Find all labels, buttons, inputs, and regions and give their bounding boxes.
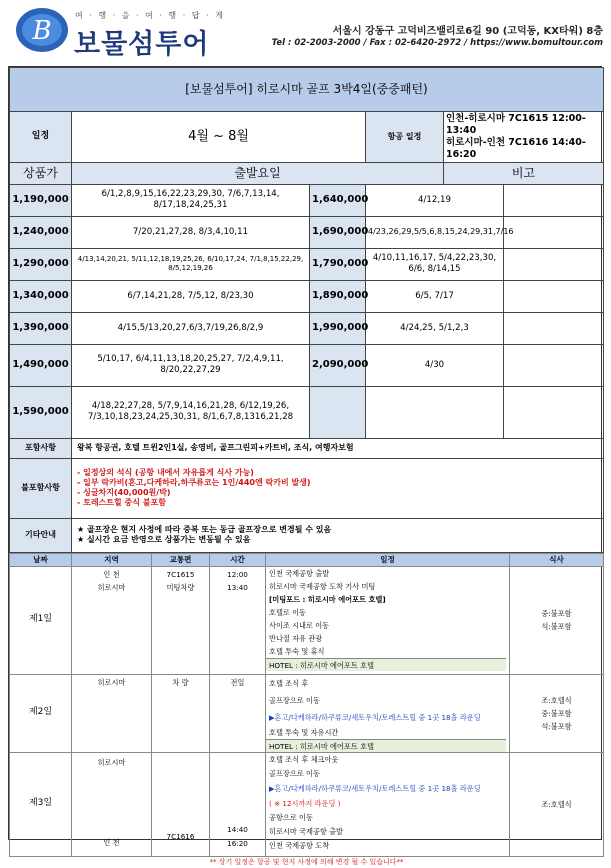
flight-label: 항공 일정 <box>366 112 444 163</box>
price-row <box>10 386 604 438</box>
company-address: 서울시 강동구 고덕비즈밸리로6길 90 (고덕동, KX타워) 8층 <box>333 22 603 37</box>
day-schedule <box>266 752 510 856</box>
time: 전일 <box>212 676 263 689</box>
time: 16:20 <box>210 837 265 851</box>
day-regions <box>72 752 152 856</box>
page-header <box>0 0 611 64</box>
schedule-line: 히로시마 국제공항 출발 <box>266 825 509 839</box>
hotel-line: HOTEL : 히로시마 에어포트 호텔 <box>266 658 506 671</box>
flight-times <box>444 112 604 163</box>
day-schedule <box>266 674 510 752</box>
excluded-list <box>72 458 604 518</box>
company-contact: Tel : 02-2003-2000 / Fax : 02-6420-2972 / https://www.bomultour.com <box>272 38 603 48</box>
itin-header-region: 지역 <box>72 553 152 566</box>
itinerary-table <box>9 553 604 868</box>
region: 인 천 <box>74 568 149 581</box>
bomul-logo-icon <box>14 6 70 54</box>
itin-header-time: 시간 <box>210 553 266 566</box>
price-row <box>10 248 604 280</box>
day-transport <box>152 752 210 856</box>
day-label: 제2일 <box>10 674 72 752</box>
summary-table <box>9 67 604 553</box>
price-value: 1,790,000 <box>310 248 366 280</box>
departure-dates: 4/12,19 <box>366 184 504 216</box>
schedule-line: 사이조 시내로 이동 <box>266 619 509 632</box>
schedule-line: 히로시마 국제공항 도착 기사 미팅 <box>266 580 509 593</box>
price-value: 1,240,000 <box>10 216 72 248</box>
departure-dates: 4/23,26,29,5/5,6,8,15,24,29,31,7/16 <box>366 216 504 248</box>
itin-header-date: 날짜 <box>10 553 72 566</box>
day-schedule <box>266 566 510 674</box>
spacer <box>152 764 209 830</box>
transport: 차 량 <box>154 676 207 689</box>
departure-dates: 7/20,21,27,28, 8/3,4,10,11 <box>72 216 310 248</box>
day-times <box>210 752 266 856</box>
price-header: 상품가 <box>10 162 72 184</box>
itin-header-transport: 교통편 <box>152 553 210 566</box>
day-times <box>210 674 266 752</box>
schedule-line: 반나절 자유 관광 <box>266 632 509 645</box>
time: 12:00 <box>212 568 263 581</box>
price-value <box>310 386 366 438</box>
price-value: 1,340,000 <box>10 280 72 312</box>
meal: 조:호텔식 <box>512 694 601 707</box>
price-value: 1,390,000 <box>10 312 72 344</box>
departure-dates: 4/30 <box>366 344 504 386</box>
price-row <box>10 184 604 216</box>
departure-dates: 4/10,11,16,17, 5/4,22,23,30, 6/6, 8/14,15 <box>366 248 504 280</box>
day-times <box>210 566 266 674</box>
price-row <box>10 216 604 248</box>
transport: 미팅차량 <box>154 581 207 594</box>
schedule-line: [미팅포드 : 히로시마 에어포트 호텔] <box>266 593 509 606</box>
other-item: ★ 골프장은 현지 사정에 따라 중복 또는 동급 골프장으로 변경될 수 있음 <box>77 525 601 535</box>
departure-dates: 4/18,22,27,28, 5/7,9,14,16,21,28, 6/12,19,26, 7/3,10,18,23,24,25,30,31, 8/1,6,7,8,1316,21,28 <box>72 386 310 438</box>
schedule-line: 호텔 조식 후 <box>266 675 509 692</box>
departure-dates: 6/1,2,8,9,15,16,22,23,29,30, 7/6,7,13,14, 8/17,18,24,25,31 <box>72 184 310 216</box>
transport: 7C1616 <box>152 830 209 844</box>
time: 13:40 <box>212 581 263 594</box>
schedule-line: ▶혼고/다케하라/하쿠류코/세토우치/토레스트힐 중 1곳 18홀 라운딩 <box>266 781 509 797</box>
excluded-item: - 일정상의 석식 (공항 내에서 자유롭게 식사 가능) <box>77 468 601 478</box>
itin-header-schedule: 일정 <box>266 553 510 566</box>
departure-dates: 6/5, 7/17 <box>366 280 504 312</box>
time: 14:40 <box>210 823 265 837</box>
day-label: 제3일 <box>10 752 72 856</box>
region: 히로시마 <box>74 581 149 594</box>
excluded-item: - 일부 락카비(혼고,다케하라,하쿠류코는 1인/440엔 락카비 발생) <box>77 478 601 488</box>
schedule-line: 호텔로 이동 <box>266 606 509 619</box>
price-row <box>10 280 604 312</box>
day-meals <box>510 566 604 674</box>
meal: 중:불포함 <box>512 607 601 620</box>
other-item: ★ 실시간 요금 반영으로 상품가는 변동될 수 있음 <box>77 535 601 545</box>
schedule-line: ▶혼고/다케하라/하쿠류코/세토우치/토레스트힐 중 1곳 18홀 라운딩 <box>266 709 509 726</box>
schedule-line: 인천 국제공항 출발 <box>266 567 509 580</box>
flight-inbound: 히로시마-인천 7C1616 14:40-16:20 <box>446 137 601 161</box>
schedule-label: 일정 <box>10 112 72 163</box>
included-text: 왕복 항공권, 호텔 트윈2인1실, 송영비, 골프그린피+카트비, 조식, 여행자보험 <box>72 438 604 458</box>
price-value: 1,290,000 <box>10 248 72 280</box>
product-sheet <box>8 66 602 840</box>
itinerary-day <box>10 752 604 856</box>
price-value: 1,640,000 <box>310 184 366 216</box>
note-cell <box>504 344 604 386</box>
day-regions <box>72 566 152 674</box>
departure-header: 출발요일 <box>72 162 444 184</box>
price-row <box>10 312 604 344</box>
meal: 석:불포함 <box>512 720 601 733</box>
meal: 중:불포함 <box>512 707 601 720</box>
schedule-line: 호텔 조식 후 체크아웃 <box>266 753 509 767</box>
excluded-item: - 토레스트힐 중식 불포함 <box>77 498 601 508</box>
transport: 7C1615 <box>154 568 207 581</box>
svg-text:B: B <box>31 16 51 46</box>
price-row <box>10 344 604 386</box>
departure-dates: 5/10,17, 6/4,11,13,18,20,25,27, 7/2,4,9,11, 8/20,22,27,29 <box>72 344 310 386</box>
note-cell <box>504 216 604 248</box>
day-label: 제1일 <box>10 566 72 674</box>
departure-dates: 4/24,25, 5/1,2,3 <box>366 312 504 344</box>
price-value: 1,990,000 <box>310 312 366 344</box>
itinerary-day <box>10 674 604 752</box>
price-value: 1,590,000 <box>10 386 72 438</box>
region: 히로시마 <box>72 754 151 832</box>
price-value: 1,690,000 <box>310 216 366 248</box>
brand-name: 보물섬투어 <box>74 22 209 61</box>
schedule-line: 호텔 투숙 및 자유시간 <box>266 726 509 739</box>
schedule-line: 골프장으로 이동 <box>266 692 509 709</box>
schedule-line: 호텔 투숙 및 휴식 <box>266 645 509 658</box>
price-value: 2,090,000 <box>310 344 366 386</box>
meal: 조:호텔식 <box>512 800 601 809</box>
day-meals <box>510 674 604 752</box>
meal: 석:불포함 <box>512 620 601 633</box>
day-meals <box>510 752 604 856</box>
price-value: 1,890,000 <box>310 280 366 312</box>
other-list <box>72 518 604 552</box>
departure-dates: 6/7,14,21,28, 7/5,12, 8/23,30 <box>72 280 310 312</box>
departure-dates <box>366 386 504 438</box>
schedule-period: 4월 ~ 8월 <box>72 112 366 163</box>
note-cell <box>504 312 604 344</box>
note-cell <box>504 248 604 280</box>
excluded-item: - 싱글차지(40,000원/박) <box>77 488 601 498</box>
flight-outbound: 인천-히로시마 7C1615 12:00-13:40 <box>446 113 601 137</box>
note-header: 비고 <box>444 162 604 184</box>
schedule-line: 공항으로 이동 <box>266 811 509 825</box>
region: 히로시마 <box>74 676 149 689</box>
other-label: 기타안내 <box>10 518 72 552</box>
itin-header-meals: 식사 <box>510 553 604 566</box>
schedule-line: ( ※ 12시까지 라운딩 ) <box>266 797 509 811</box>
note-cell <box>504 386 604 438</box>
included-label: 포함사항 <box>10 438 72 458</box>
day-regions <box>72 674 152 752</box>
day-transport <box>152 674 210 752</box>
day-transport <box>152 566 210 674</box>
note-cell <box>504 184 604 216</box>
tagline: 여 · 행 · 을 · 여 · 행 · 답 · 게 <box>75 10 225 21</box>
departure-dates: 4/15,5/13,20,27,6/3,7/19,26,8/2,9 <box>72 312 310 344</box>
region: 인 천 <box>72 832 151 854</box>
price-value: 1,490,000 <box>10 344 72 386</box>
hotel-line: HOTEL : 히로시마 에어포트 호텔 <box>266 739 506 752</box>
spacer <box>210 757 265 823</box>
schedule-line: 골프장으로 이동 <box>266 767 509 781</box>
itinerary-footnote: ** 상기 일정은 항공 및 현지 사정에 의해 변경 될 수 있습니다** <box>10 856 604 868</box>
itinerary-day <box>10 566 604 674</box>
departure-dates: 4/13,14,20,21, 5/11,12,18,19,25,26, 6/10,17,24, 7/1,8,15,22,29, 8/5,12,19,26 <box>72 248 310 280</box>
price-value: 1,190,000 <box>10 184 72 216</box>
excluded-label: 불포함사항 <box>10 458 72 518</box>
product-title: [보물섬투어] 히로시마 골프 3박4일(중중패턴) <box>10 68 604 112</box>
note-cell <box>504 280 604 312</box>
schedule-line: 인천 국제공항 도착 <box>266 839 509 853</box>
